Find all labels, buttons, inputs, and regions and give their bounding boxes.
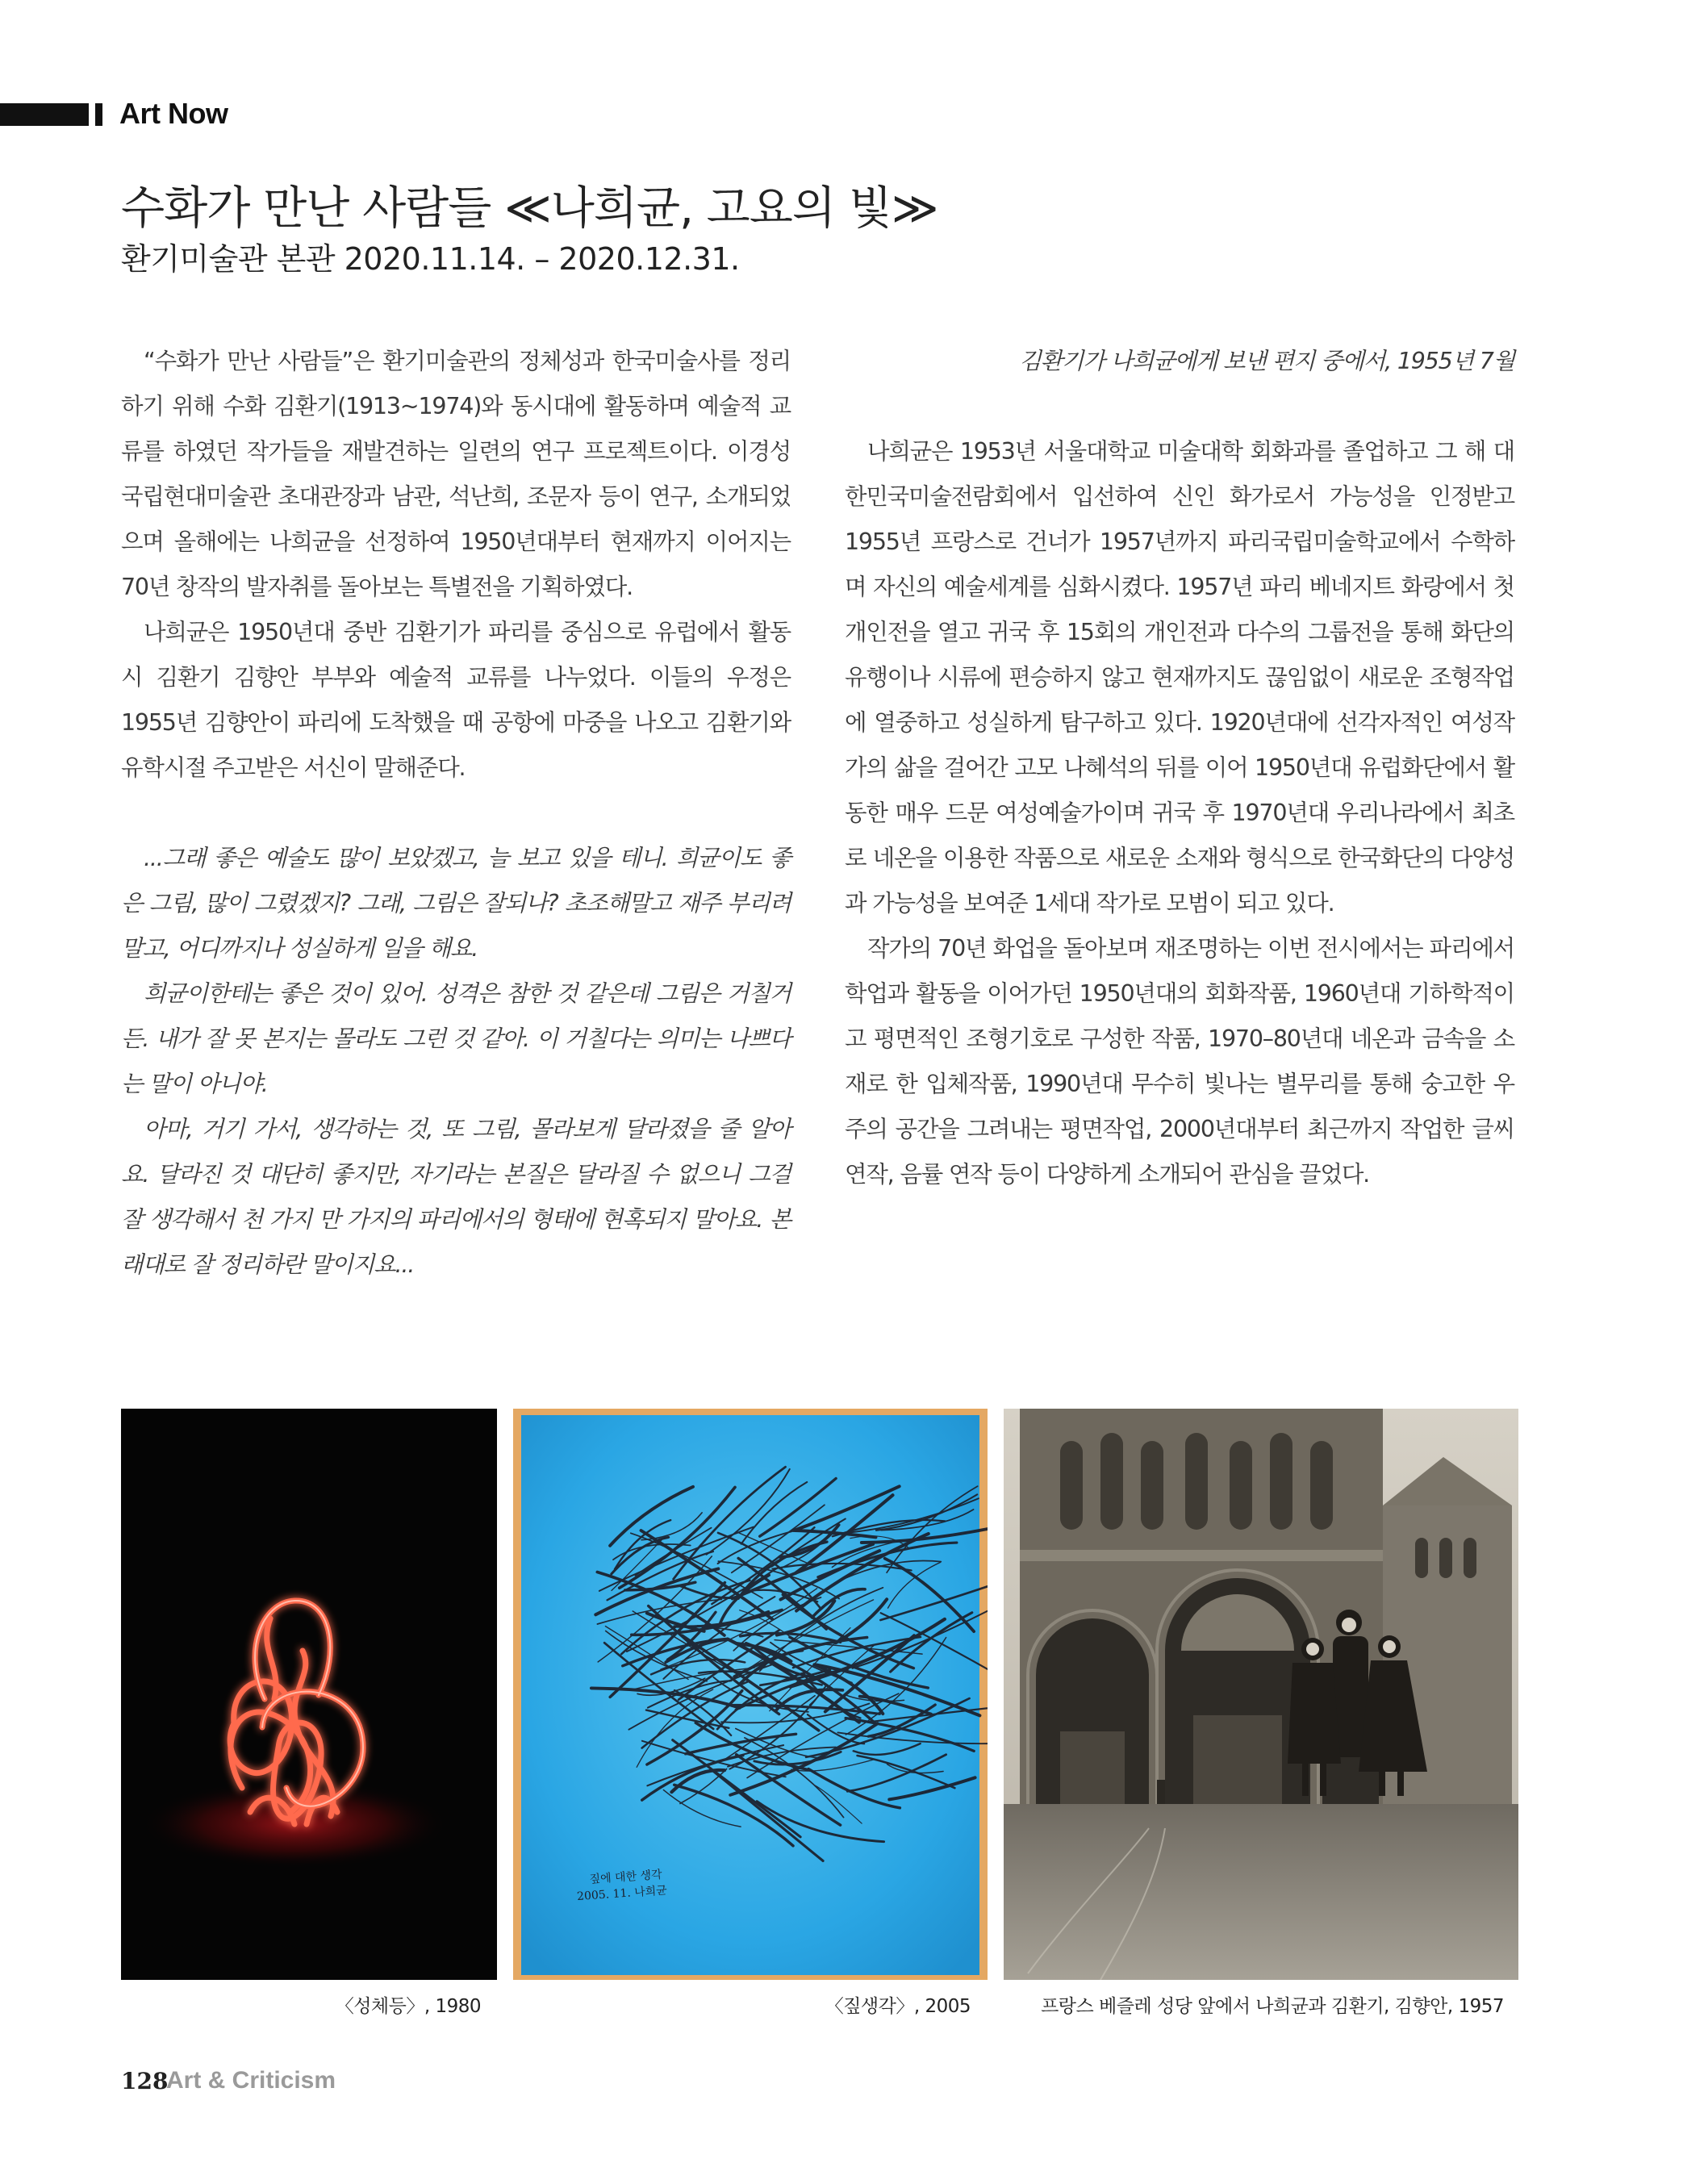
quote-paragraph: ...그래 좋은 예술도 많이 보았겠고, 늘 보고 있을 테니. 희균이도 좋은 그림, 많이 그렸겠지? 그래, 그림은 잘되나? 초조해말고 재주 부리려 말고, 어디까지나 성실하게 일을 해요. [121,845,791,962]
quote-paragraph: 희균이한테는 좋은 것이 있어. 성격은 참한 것 같은데 그림은 거칠거든. 내가 잘 못 본지는 몰라도 그런 것 같아. 이 거칠다는 의미는 나쁘다는 말이 아니야. [121,980,791,1097]
article-title: 수화가 만난 사람들 ≪나희균, 고요의 빛≫ [121,182,938,235]
section-marker-bar [0,103,89,126]
body-paragraph: 나희균은 1953년 서울대학교 미술대학 회화과를 졸업하고 그 해 대한민국미술전람회에서 입선하여 신인 화가로서 가능성을 인정받고 1955년 프랑스로 건너가 1957년까지 파리국립미술학교에서 수학하며 자신의 예술세계를 심화시켰다. 1957년 파리 베네지트 화랑에서 첫 개인전을 열고 귀국 후 15회의 개인전과 다수의 그룹전을 통해 화단의 유행이나 시류에 편승하지 않고 현재까지도 끊임없이 새로운 조형작업에 열중하고 성실하게 탐구하고 있다. 1920년대에 선각자적인 여성작가의 삶을 걸어간 고모 나혜석의 뒤를 이어 1950년대 유럽화단에서 활동한 매우 드문 여성예술가이며 귀국 후 1970년대 우리나라에서 최초로 네온을 이용한 작품으로 새로운 소재와 형식으로 한국화단의 다양성과 가능성을 보여준 1세대 작가로 모범이 되고 있다. [845,438,1514,917]
magazine-name: Art & Criticism [166,2067,336,2094]
right-column [845,339,1514,1197]
blue-painting-photo [513,1409,988,1980]
page-number: 128 [121,2068,169,2094]
section-marker-tick [95,103,102,126]
letter-source: 김환기가 나희균에게 보낸 편지 중에서, 1955년 7월 [1019,348,1514,374]
body-paragraph: 작가의 70년 화업을 돌아보며 재조명하는 이번 전시에서는 파리에서 학업과 활동을 이어가던 1950년대의 회화작품, 1960년대 기하학적이고 평면적인 조형기호로 구성한 작품, 1970–80년대 네온과 금속을 소재로 한 입체작품, 1990년대 무수히 빛나는 별무리를 통해 숭고한 우주의 공간을 그려내는 평면작업, 2000년대부터 최근까지 작업한 글씨 연작, 음률 연작 등이 다양하게 소개되어 관심을 끌었다. [845,935,1515,1188]
blue-painting-image [513,1409,988,1980]
neon-sculpture-image [121,1409,497,1980]
article-subtitle: 환기미술관 본관 2020.11.14. – 2020.12.31. [121,241,740,277]
vezelay-basilica-photo [1004,1409,1518,1980]
quote-paragraph: 아마, 거기 가서, 생각하는 것, 또 그림, 몰라보게 달라졌을 줄 알아요. 달라진 것 대단히 좋지만, 자기라는 본질은 달라질 수 없으니 그걸 잘 생각해서 천 가지 만 가지의 파리에서의 형태에 현혹되지 말아요. 본래대로 잘 정리하란 말이지요... [121,1116,791,1278]
body-paragraph: “수화가 만난 사람들”은 환기미술관의 정체성과 한국미술사를 정리하기 위해 수화 김환기(1913~1974)와 동시대에 활동하며 예술적 교류를 하였던 작가들을 재발견하는 일련의 연구 프로젝트이다. 이경성 국립현대미술관 초대관장과 남관, 석난희, 조문자 등이 연구, 소개되었으며 올해에는 나희균을 선정하여 1950년대부터 현재까지 이어지는 70년 창작의 발자취를 돌아보는 특별전을 기획하였다. [121,348,791,600]
painting-inscription: 짚에 대한 생각 2005. 11. 나희균 [576,1868,668,1904]
church-photo [1004,1409,1518,1980]
figure-caption-painting: 〈짚생각〉, 2005 [825,1996,971,2017]
neon-sculpture-photo [121,1409,497,1980]
figure-caption-neon: 〈성체등〉, 1980 [335,1996,481,2017]
body-paragraph: 나희균은 1950년대 중반 김환기가 파리를 중심으로 유럽에서 활동 시 김환기 김향안 부부와 예술적 교류를 나누었다. 이들의 우정은 1955년 김향안이 파리에 도착했을 때 공항에 마중을 나오고 김환기와 유학시절 주고받은 서신이 말해준다. [121,619,791,781]
left-column [121,339,791,1288]
figure-caption-photo: 프랑스 베즐레 성당 앞에서 나희균과 김환기, 김향안, 1957 [1041,1996,1504,2017]
section-label: Art Now [119,97,228,130]
